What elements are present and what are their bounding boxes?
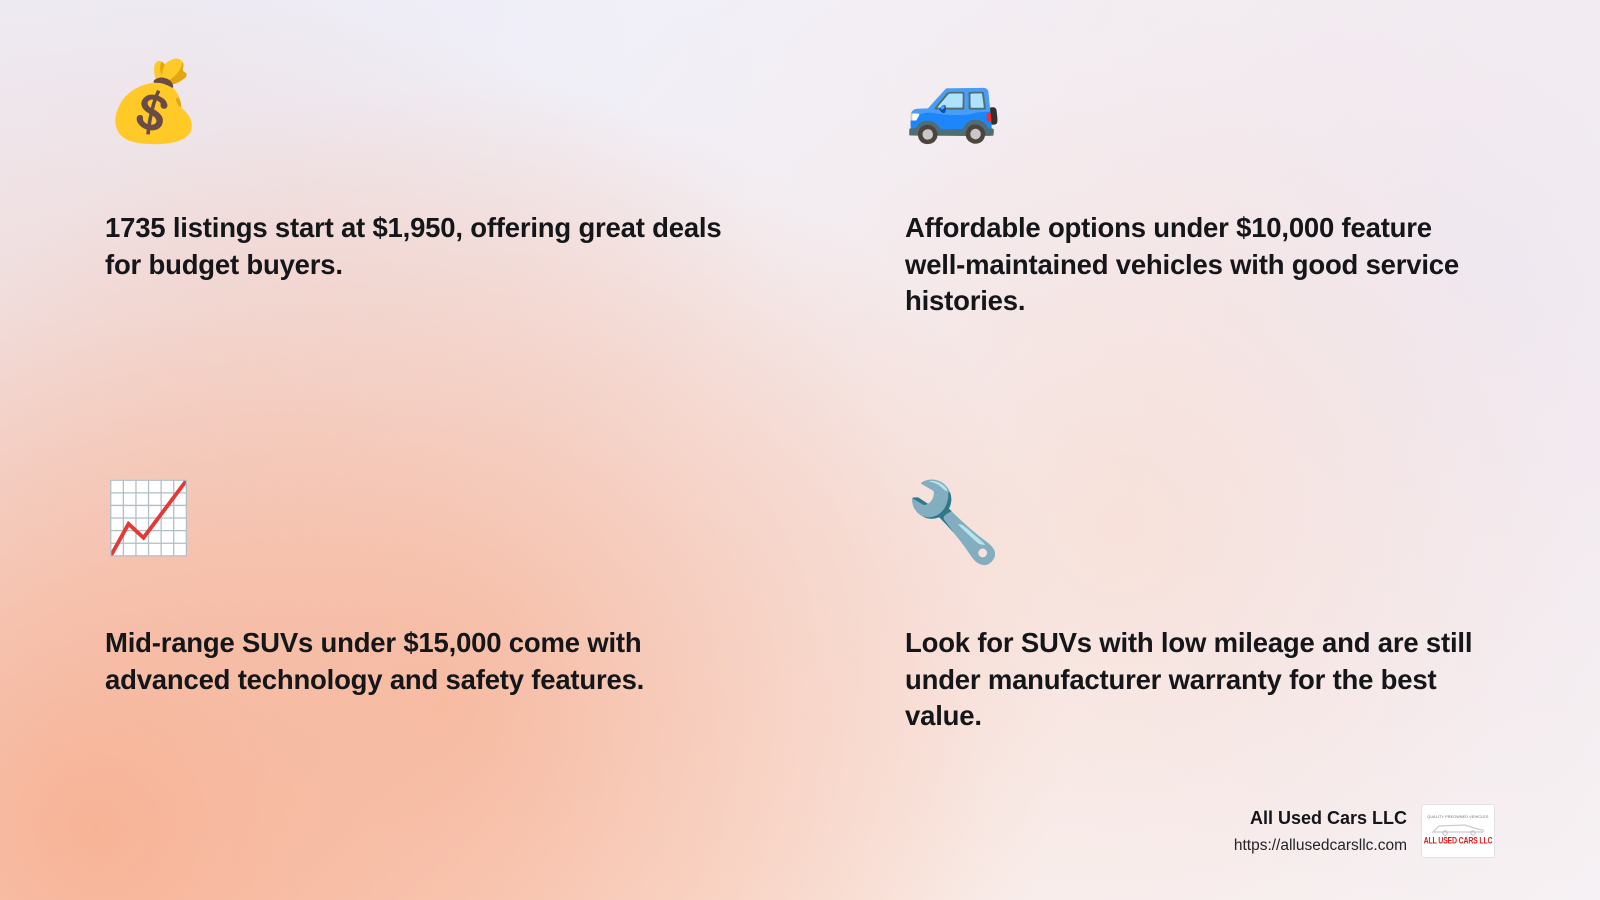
footer-text-block [1234, 805, 1407, 857]
info-card-1-text: 1735 listings start at $1,950, offering great deals for budget buyers. [105, 212, 722, 280]
info-card-2 [905, 57, 1465, 320]
brand-logo [1421, 804, 1495, 858]
info-card-4 [905, 478, 1475, 735]
logo-car-icon [1431, 821, 1485, 837]
info-card-3-text: Mid-range SUVs under $15,000 come with advanced technology and safety features. [105, 627, 645, 695]
footer-branding [1234, 804, 1495, 858]
info-card-3 [105, 479, 745, 698]
car-icon: 🚙 [905, 57, 1003, 145]
brand-url[interactable]: https://allusedcarsllc.com [1233, 836, 1407, 854]
logo-wordmark: ALL USED CARS LLC [1423, 836, 1493, 846]
wrench-icon: 🔧 [905, 478, 1003, 566]
info-card-1 [105, 57, 745, 283]
info-card-2-text: Affordable options under $10,000 feature well-maintained vehicles with good service histories. [905, 212, 1459, 317]
money-bag-icon: 💰 [105, 57, 203, 145]
info-card-4-text: Look for SUVs with low mileage and are still under manufacturer warranty for the best value. [905, 627, 1473, 732]
brand-name: All Used Cars LLC [1249, 807, 1407, 828]
chart-increasing-icon: 📈 [105, 479, 193, 557]
logo-tagline: QUALITY PREOWNED VEHICLES [1427, 815, 1489, 820]
